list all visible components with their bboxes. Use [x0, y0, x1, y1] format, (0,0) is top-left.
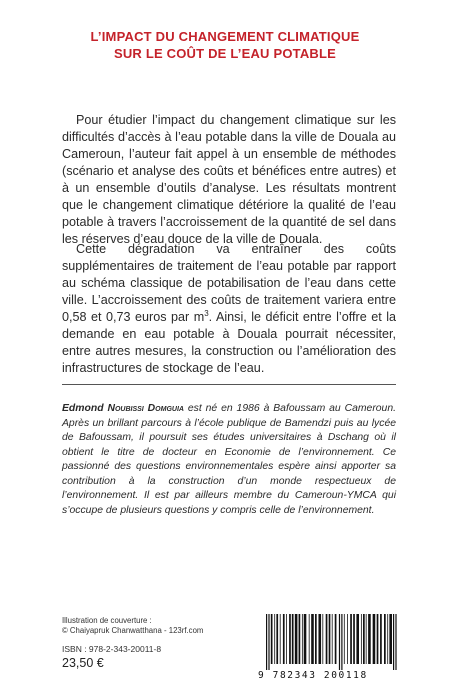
author-bio-text: est né en 1986 à Bafoussam au Cameroun. Après un brillant parcours à l’école publique de Bamendzi puis au lycée de Bafoussam, il poursuit ses études universitaires à Dschang où il obtient le titre de docteur en Economie de l’environnement. Ce passionné des questions environnementales espère ainsi apporter sa contribution à la construction d’un monde respectueux de l’environnement. Il est par ailleurs membre du Cameroun-YMCA qui s’occupe de plusieurs questions y compris celle de l’environnement. [62, 403, 397, 516]
barcode-digits: 9 782343 200118 [258, 670, 368, 681]
summary-paragraph-2 [62, 241, 396, 377]
section-divider [62, 384, 396, 385]
title-line-2: SUR LE COÛT DE L’EAU POTABLE [113, 46, 337, 61]
cover-credit-label: Illustration de couverture : [62, 616, 152, 625]
author-first-name: Edmond [62, 403, 108, 414]
cover-credit [62, 616, 203, 636]
summary-paragraph-1: Pour étudier l’impact du changement climatique sur les difficultés d’accès à l’eau potable dans la ville de Douala au Cameroun, l’auteur fait appel à un ensemble de méthodes (scénario et analyse des coûts et bénéfices entre autres) et à un ensemble d’outils d’analyse. Les résultats montrent que le changement climatique détériore la qualité de l’eau potable à travers l’accroissement de la quantité de sel dans les réserves d’eau douce de la ville de Douala. [62, 113, 396, 246]
isbn: ISBN : 978-2-343-20011-8 [62, 644, 162, 654]
cover-credit-author: © Chaiyapruk Chanwatthana - 123rf.com [62, 626, 204, 635]
cubic-superscript: 3 [204, 308, 209, 318]
summary-paragraph-2-start: Cette dégradation va entraîner des coûts supplémentaires de traitement de l’eau potable par rapport au schéma classique de potabilisation de l’eau dans cette ville. L’accroissement des coûts de traitement variera entre 0,58 et 0,73 euros par m [62, 242, 396, 324]
barcode-icon [262, 614, 400, 676]
price: 23,50 € [62, 656, 104, 670]
author-bio [62, 402, 396, 518]
author-last-name: Noubissi Domguia [107, 403, 184, 414]
summary-paragraph-2-end: . Ainsi, le déficit entre l’offre et la demande en eau potable à Douala pourrait nécessiter, entre autres mesures, la construction ou l’amélioration des infrastructures de stockage de l’eau. [62, 310, 396, 375]
book-title [0, 28, 450, 62]
title-line-1: L’IMPACT DU CHANGEMENT CLIMATIQUE [90, 29, 360, 44]
